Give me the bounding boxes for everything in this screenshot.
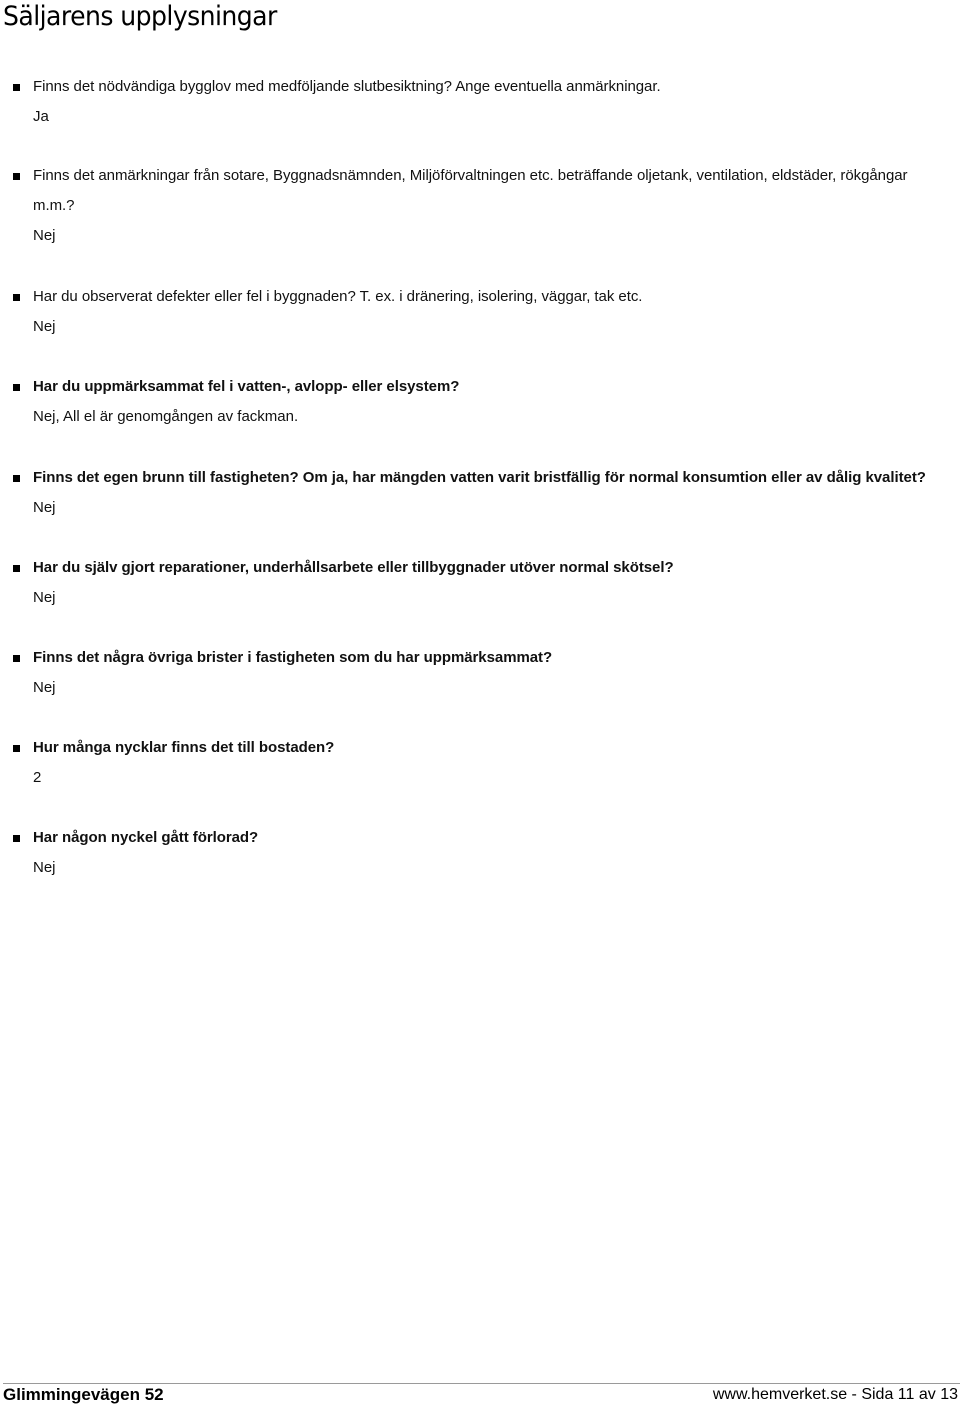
answer-text: 2	[33, 769, 42, 786]
question-text: Finns det anmärkningar från sotare, Byggnadsnämnden, Miljöförvaltningen etc. beträffande oljetank, ventilation, eldstäder, rökgångar m.m.?	[33, 167, 908, 214]
question-text: Har du observerat defekter eller fel i byggnaden? T. ex. i dränering, isolering, väggar, tak etc.	[33, 288, 643, 305]
footer-page-info	[713, 1385, 958, 1405]
footer-separator: -	[847, 1386, 862, 1403]
answer-text: Nej	[33, 318, 56, 335]
bullet-icon	[13, 384, 20, 391]
question-text: Finns det nödvändiga bygglov med medföljande slutbesiktning? Ange eventuella anmärkningar.	[33, 78, 661, 95]
question-text: Har någon nyckel gått förlorad?	[33, 829, 259, 846]
question-text: Finns det några övriga brister i fastigheten som du har uppmärksammat?	[33, 649, 553, 666]
property-address: Glimmingevägen 52	[3, 1385, 164, 1404]
bullet-icon	[13, 835, 20, 842]
answer-text: Ja	[33, 108, 49, 125]
footer-address	[3, 1385, 164, 1405]
bullet-icon	[13, 173, 20, 180]
bullet-icon	[13, 745, 20, 752]
bullet-icon	[13, 565, 20, 572]
answer-text: Nej	[33, 859, 56, 876]
answer-text: Nej	[33, 589, 56, 606]
answer-text: Nej, All el är genomgången av fackman.	[33, 408, 299, 425]
answer-text: Nej	[33, 499, 56, 516]
question-text: Finns det egen brunn till fastigheten? Om ja, har mängden vatten varit bristfällig för normal konsumtion eller av dålig kvalitet?	[33, 469, 926, 486]
bullet-icon	[13, 84, 20, 91]
bullet-icon	[13, 475, 20, 482]
question-text: Har du själv gjort reparationer, underhållsarbete eller tillbyggnader utöver normal skötsel?	[33, 559, 674, 576]
answer-text: Nej	[33, 679, 56, 696]
page-number: Sida 11 av 13	[861, 1386, 958, 1403]
question-text: Har du uppmärksammat fel i vatten-, avlopp- eller elsystem?	[33, 378, 460, 395]
answer-text: Nej	[33, 227, 56, 244]
bullet-icon	[13, 655, 20, 662]
page-title: Säljarens upplysningar	[3, 1, 277, 32]
site-link[interactable]: www.hemverket.se	[712, 1386, 848, 1403]
bullet-icon	[13, 294, 20, 301]
question-text: Hur många nycklar finns det till bostaden?	[33, 739, 335, 756]
footer-divider	[3, 1383, 960, 1384]
